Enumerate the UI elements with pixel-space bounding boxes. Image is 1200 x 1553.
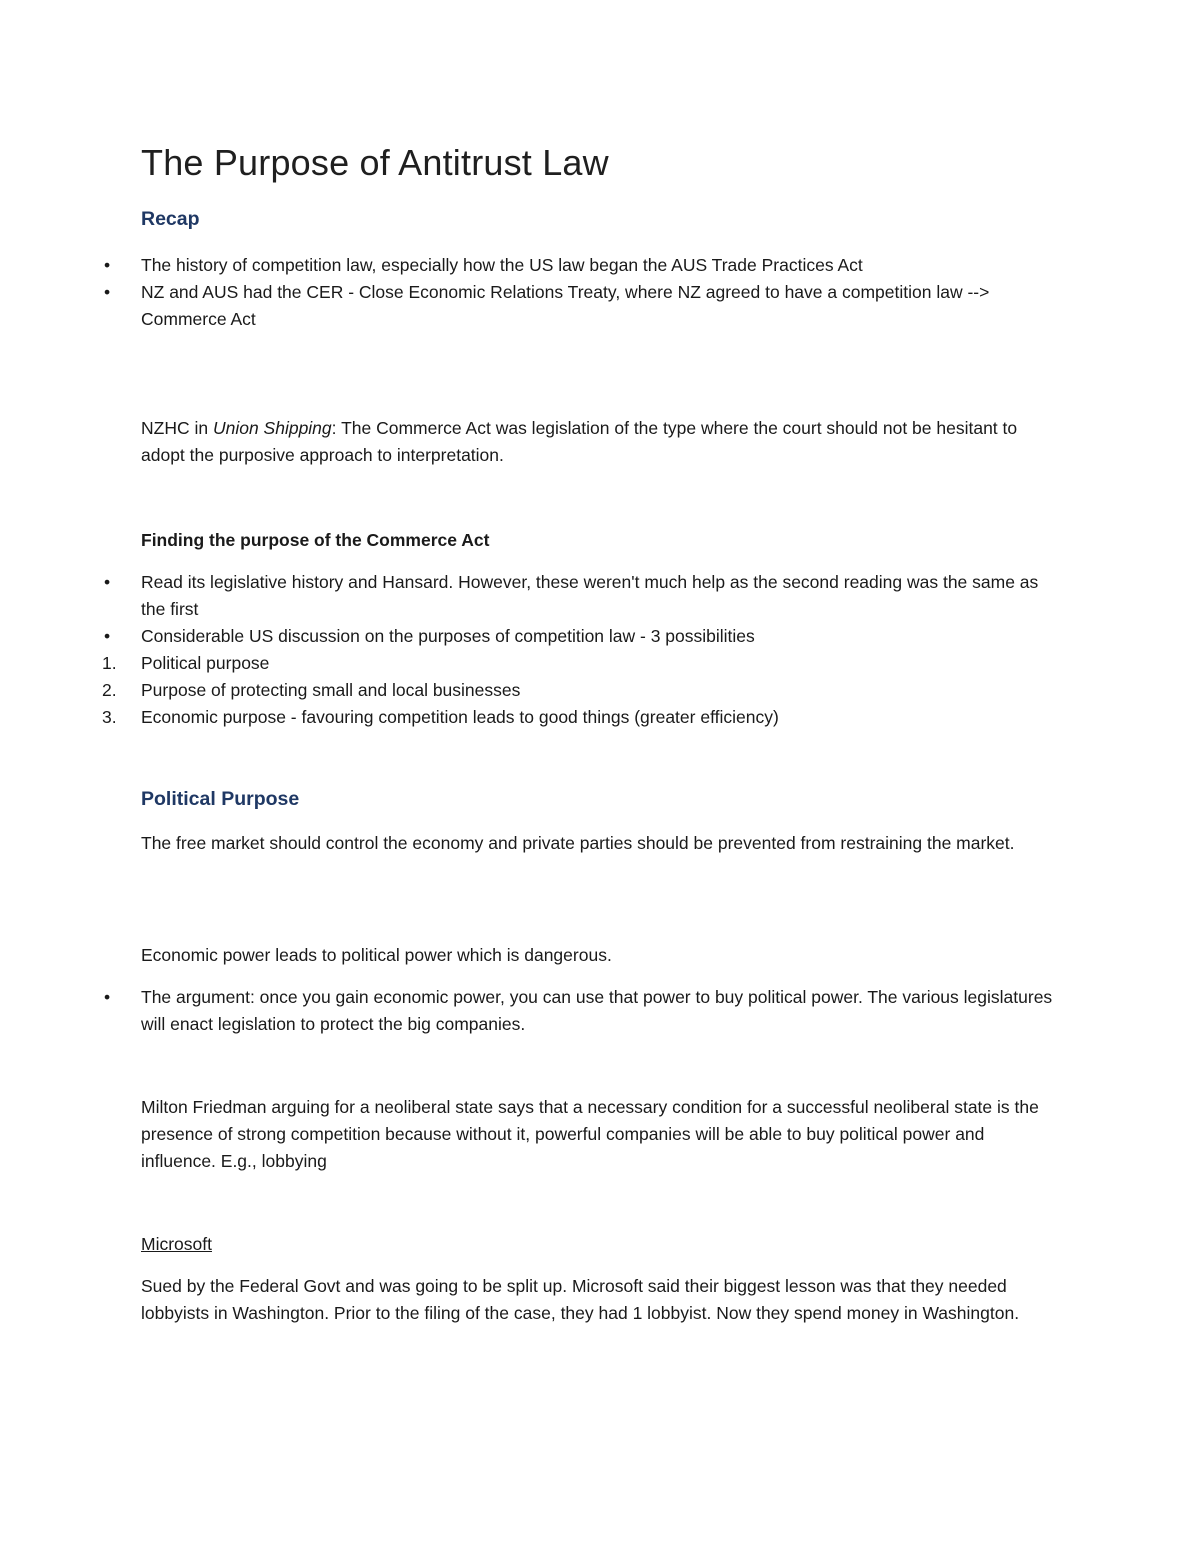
finding-heading: Finding the purpose of the Commerce Act [141, 530, 490, 550]
list-item [0, 569, 1061, 623]
list-item-text: NZ and AUS had the CER - Close Economic Relations Treaty, where NZ agreed to have a competition law --> Commerce Act [141, 282, 990, 329]
list-item-text: Read its legislative history and Hansard. However, these weren't much help as the second reading was the same as the first [141, 572, 1039, 619]
political-list [104, 984, 1061, 1038]
list-item [0, 623, 1061, 650]
document-title: The Purpose of Antitrust Law [141, 142, 609, 183]
microsoft-paragraph: Sued by the Federal Govt and was going to be split up. Microsoft said their biggest lesson was that they needed lobbyists in Washington. Prior to the filing of the case, they had 1 lobbyist. Now they spend money in Washington. [141, 1276, 1020, 1323]
bullet-icon: • [104, 255, 111, 275]
list-item-text: The argument: once you gain economic power, you can use that power to buy political power. The various legislatures will enact legislation to protect the big companies. [141, 987, 1053, 1034]
friedman-paragraph: Milton Friedman arguing for a neoliberal state says that a necessary condition for a successful neoliberal state is the presence of strong competition because without it, powerful companies will be able to buy political power and influence. E.g., lobbying [141, 1097, 1039, 1171]
bullet-icon: • [104, 282, 111, 302]
list-item-text: Political purpose [141, 653, 270, 673]
list-item [0, 984, 1061, 1038]
list-number: 2. [102, 680, 117, 700]
list-item [0, 704, 1061, 731]
list-item [0, 650, 1061, 677]
finding-list [102, 569, 1061, 731]
nzhc-prefix: NZHC in [141, 418, 213, 438]
political-heading: Political Purpose [141, 788, 300, 810]
political-paragraph-2: Economic power leads to political power which is dangerous. [141, 945, 612, 965]
list-number: 1. [102, 653, 117, 673]
recap-heading: Recap [141, 208, 200, 230]
list-item [0, 677, 1061, 704]
list-item-text: Purpose of protecting small and local businesses [141, 680, 521, 700]
bullet-icon: • [104, 987, 111, 1007]
list-number: 3. [102, 707, 117, 727]
list-item-text: Considerable US discussion on the purposes of competition law - 3 possibilities [141, 626, 755, 646]
bullet-icon: • [104, 626, 111, 646]
recap-list [104, 252, 1061, 333]
nzhc-text: : The Commerce Act was legislation of the type where the court should not be hesitant to adopt the purposive approach to interpretation. [141, 418, 1018, 465]
case-name: Union Shipping [212, 418, 332, 438]
microsoft-heading: Microsoft [141, 1234, 212, 1254]
political-paragraph-1: The free market should control the economy and private parties should be prevented from restraining the market. [141, 833, 1015, 853]
list-item-text: Economic purpose - favouring competition leads to good things (greater efficiency) [141, 707, 779, 727]
list-item-text: The history of competition law, especially how the US law began the AUS Trade Practices Act [141, 255, 863, 275]
list-item [0, 252, 1061, 279]
list-item [0, 279, 1061, 333]
bullet-icon: • [104, 572, 111, 592]
nzhc-paragraph [141, 415, 1061, 469]
